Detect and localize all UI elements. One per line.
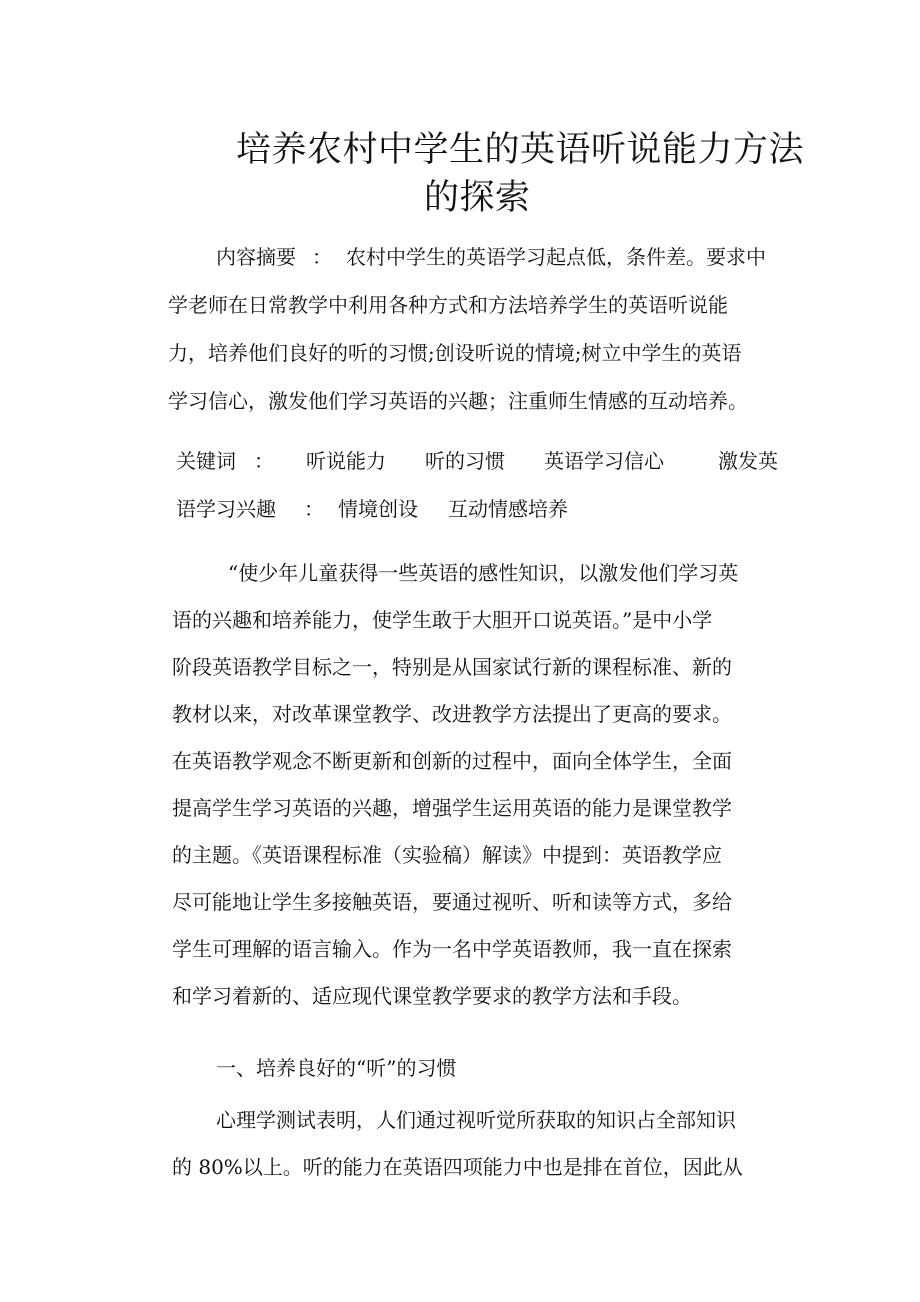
intro-paragraph-line: 的主题。《英语课程标准（实验稿）解读》中提到：英语教学应	[172, 843, 722, 867]
intro-paragraph-line: 和学习着新的、适应现代课堂教学要求的教学方法和手段。	[172, 984, 692, 1008]
keywords-colon: ：	[254, 449, 274, 473]
intro-paragraph-line: 语的兴趣和培养能力，使学生敢于大胆开口说英语。”是中小学	[172, 608, 713, 632]
keyword-item: 听说能力	[306, 449, 386, 473]
section-paragraph-line: 的 80%以上。听的能力在英语四项能力中也是排在首位，因此从	[172, 1155, 743, 1179]
keywords-label: 关键词	[176, 449, 236, 473]
intro-paragraph-line: 教材以来，对改革课堂教学、改进教学方法提出了更高的要求。	[172, 702, 732, 726]
section-paragraph-line: 心理学测试表明，人们通过视听觉所获取的知识占全部知识	[216, 1108, 736, 1132]
abstract-line-3: 力，培养他们良好的听的习惯;创设听说的情境;树立中学生的英语	[168, 341, 742, 365]
intro-paragraph-line: 提高学生学习英语的兴趣，增强学生运用英语的能力是课堂教学	[172, 796, 732, 820]
keyword-item: 激发英	[718, 449, 778, 473]
section-heading: 一、培养良好的“听”的习惯	[216, 1056, 457, 1080]
keywords-colon: ：	[304, 497, 324, 521]
keyword-item: 语学习兴趣	[176, 497, 276, 521]
intro-paragraph-line: 阶段英语教学目标之一，特别是从国家试行新的课程标准、新的	[172, 655, 732, 679]
abstract-line-1: 农村中学生的英语学习起点低，条件差。要求中	[346, 245, 766, 269]
abstract-line-2: 学老师在日常教学中利用各种方式和方法培养学生的英语听说能	[168, 293, 728, 317]
intro-paragraph-line: 尽可能地让学生多接触英语，要通过视听、听和读等方式，多给	[172, 890, 732, 914]
keyword-item: 英语学习信心	[544, 449, 664, 473]
keyword-item: 听的习惯	[425, 449, 505, 473]
document-title-line-2: 的探索	[424, 178, 531, 218]
keyword-item: 情境创设	[338, 497, 418, 521]
intro-paragraph-line: 学生可理解的语言输入。作为一名中学英语教师，我一直在探索	[172, 937, 732, 961]
document-title-line-1: 培养农村中学生的英语听说能力方法	[236, 130, 805, 170]
keyword-item: 互动情感培养	[448, 497, 568, 521]
abstract-label: 内容摘要	[216, 245, 296, 269]
intro-paragraph-line: 在英语教学观念不断更新和创新的过程中，面向全体学生，全面	[172, 749, 732, 773]
intro-paragraph-line: “使少年儿童获得一些英语的感性知识，以激发他们学习英	[228, 561, 739, 585]
abstract-colon: ：	[312, 245, 332, 269]
abstract-line-4: 学习信心，激发他们学习英语的兴趣；注重师生情感的互动培养。	[168, 389, 748, 413]
